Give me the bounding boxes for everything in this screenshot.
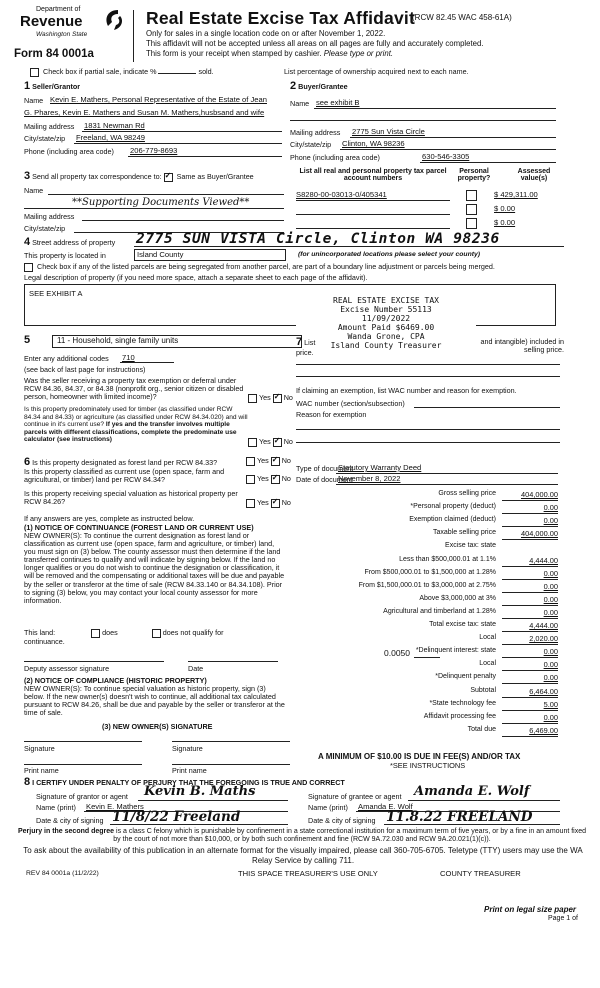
current-use-no-label: No [281, 474, 291, 483]
parcels-table [290, 168, 562, 232]
tax-calc-value[interactable]: 0.00 [543, 568, 558, 578]
stamp-line6: Island County Treasurer [330, 341, 442, 350]
personal-property-heading [296, 336, 315, 348]
see-back-note: (see back of last page for instructions) [24, 365, 146, 374]
buyer-city-underline [340, 149, 556, 150]
section-2-number: 2 [290, 80, 297, 92]
forest-yes-checkbox[interactable] [246, 457, 255, 466]
buyer-name-label: Name [290, 99, 310, 108]
historic-no-checkbox[interactable] [271, 499, 280, 508]
seller-heading: Seller/Grantor [32, 82, 81, 91]
tax-calc-row [296, 700, 558, 711]
tax-calc-label: *Delinquent interest: state [415, 647, 496, 655]
tax-calc-row [296, 569, 558, 580]
land-does-label: does [102, 628, 118, 637]
partial-sale-sold: sold. [198, 67, 214, 76]
tax-calc-value[interactable]: 6,469.00 [529, 725, 558, 735]
seller-city-field[interactable]: Freeland, WA 98249 [76, 133, 145, 142]
stamp-line1: REAL ESTATE EXCISE TAX [333, 296, 439, 305]
buyer-heading: Buyer/Grantee [298, 82, 348, 91]
timber-no-label: No [283, 437, 293, 446]
tax-calc-underline [502, 644, 558, 645]
tax-calc-value[interactable]: 0.00 [543, 503, 558, 513]
reason-underline2 [296, 442, 560, 443]
forest-answer [246, 456, 291, 466]
tax-calc-label: From $500,000.01 to $1,500,000 at 1.28% [364, 568, 496, 576]
alt-format-notice: To ask about the availability of this publication in an alternate format for the visually impaired, please call 360-705-6705. Teletype (TTY) users may use the WA Relay Service by calling 711. [23, 846, 583, 865]
doc-date-underline [336, 484, 558, 485]
seller-mailing-label: Mailing address [24, 122, 75, 131]
parcel-row-underline [296, 228, 450, 229]
tax-calc-label: Total excise tax: state [429, 621, 496, 628]
current-use-question: Is this property classified as current use (open space, farm and agricultural, or timber) land per RCW 84.34? [24, 467, 225, 484]
tax-calc-value[interactable]: 0.00 [543, 712, 558, 722]
seller-phone-underline [128, 156, 282, 157]
tax-calc-underline [502, 513, 558, 514]
segregated-checkbox[interactable] [24, 263, 33, 272]
form-number: Form 84 0001a [14, 48, 94, 60]
street-underline [134, 246, 564, 247]
tax-calc-label: Affidavit processing fee [423, 712, 496, 720]
tax-calc-row [296, 516, 558, 527]
tax-calc-label: Gross selling price [438, 490, 496, 497]
parcel-assessed-field[interactable]: $ 0.00 [494, 218, 516, 227]
forest-land-section [24, 456, 292, 756]
header-note1: Only for sales in a single location code on or after November 1, 2022. [146, 29, 386, 38]
owner-print-underline2 [172, 764, 290, 765]
buyer-section [290, 80, 560, 160]
owner-sig-label1: Signature [24, 744, 55, 753]
wac-label: WAC number (section/subsection) [296, 399, 405, 408]
parcel-assessed-field[interactable]: $ 429,311.00 [494, 190, 538, 199]
exemption-no-label: No [283, 393, 293, 402]
dept-line1: Department of [36, 6, 81, 13]
legal-value: SEE EXHIBIT A [29, 289, 83, 298]
deputy-sig-label: Deputy assessor signature [24, 664, 110, 673]
tax-calc-label: *Personal property (deduct) [410, 503, 496, 511]
owner-sig-underline2 [172, 741, 290, 742]
buyer-name-field[interactable]: see exhibit B [316, 98, 360, 107]
grantee-name-label: Name (print) [308, 803, 348, 812]
street-address-field[interactable]: 2775 SUN VISTA Circle, Clinton WA 98236 [136, 231, 500, 247]
header-divider [133, 10, 135, 62]
if-yes-note: If any answers are yes, complete as instructed below. [24, 514, 195, 523]
owner-sig-underline1 [24, 741, 142, 742]
parcel-row-underline [296, 214, 450, 215]
buyer-phone-field[interactable]: 630-546-3305 [422, 152, 470, 161]
grantee-sig-underline [408, 800, 560, 801]
section-1-number: 1 [24, 80, 31, 92]
use-code-value: 11 - Household, single family units [57, 336, 179, 345]
same-as-buyer-label: Same as Buyer/Grantee [176, 172, 254, 181]
see-instructions: *SEE INSTRUCTIONS [390, 761, 466, 770]
exemption-no-checkbox[interactable] [273, 394, 282, 403]
grantor-name-label: Name (print) [36, 803, 76, 812]
rev-number: REV 84 0001a (11/2/22) [26, 870, 99, 877]
tax-calc-label: *State technology fee [429, 699, 496, 707]
section7-label-pre: List [304, 338, 316, 347]
tax-calc-label: Exemption claimed (deduct) [409, 516, 496, 524]
land-does-checkbox[interactable] [91, 629, 100, 638]
section-8-number: 8 [24, 776, 31, 788]
property-section [24, 231, 564, 326]
tax-calc-label: Less than $500,000.01 at 1.1% [399, 555, 496, 563]
correspondence-heading [24, 170, 254, 182]
tax-calc-row [296, 634, 558, 645]
header-note3-row [146, 49, 393, 58]
street-label: Street address of property [32, 238, 116, 247]
timber-answer [248, 437, 293, 447]
tax-calc-underline [502, 723, 558, 724]
notice2-body: NEW OWNER(S): To continue special valuation as historic property, sign (3) below. If the new owner(s) doesn't wish to continue, all additional tax calculated pursuant to RCW 84.26, shall be due and payable by the seller or transferor at the time of sale. [24, 684, 285, 718]
tax-calc-row [296, 503, 558, 514]
seller-name-line1[interactable]: Kevin E. Mathers, Personal Representative of the Estate of Jean [50, 95, 267, 104]
grantee-sig-label: Signature of grantee or agent [308, 792, 402, 801]
tax-calc-row [296, 673, 558, 684]
calc-rows [296, 490, 558, 760]
tax-calc-row [296, 595, 558, 606]
additional-codes-underline [120, 362, 174, 363]
grantor-sig-underline [138, 800, 288, 801]
minimum-note: A MINIMUM OF $10.00 IS DUE IN FEE(S) AND/OR TAX [318, 752, 521, 761]
section-5-number: 5 [24, 334, 31, 346]
seller-city-label: City/state/zip [24, 134, 66, 143]
deputy-date-label: Date [188, 664, 204, 673]
exemption-yes-checkbox[interactable] [248, 394, 257, 403]
correspondence-label: Send all property tax correspondence to: [32, 172, 162, 181]
local-rate-value: 0.0050 [384, 648, 410, 658]
parcels-col-assessed: Assessed value(s) [517, 168, 551, 182]
tax-calc-label: Taxable selling price [432, 529, 496, 537]
header-note2: This affidavit will not be accepted unless all areas on all pages are fully and accurately completed. [146, 39, 484, 48]
correspondence-mailing-label: Mailing address [24, 212, 75, 221]
tax-calc-underline [502, 736, 558, 737]
grantee-name-field[interactable]: Amanda E. Wolf [358, 802, 413, 811]
current-use-yes-checkbox[interactable] [246, 475, 255, 484]
historic-question: Is this property receiving special valuation as historical property per RCW 84.26? [24, 489, 238, 506]
perjury-bold: Perjury in the second degree [17, 828, 115, 835]
tax-calc-underline [502, 697, 558, 698]
exemption-question: Was the seller receiving a property tax exemption or deferral under RCW 84.36, 84.37, or 84.38 (nonprofit org., senior citizen or disabled person, homeowner with limited income)? [24, 376, 244, 401]
forest-question: Is this property designated as forest land per RCW 84.33? [32, 458, 218, 467]
stamp-line3: 11/09/2022 [361, 314, 411, 323]
owner-print-label2: Print name [172, 766, 207, 775]
parcel-assessed-field[interactable]: $ 0.00 [494, 204, 516, 213]
correspondence-line2 [24, 208, 284, 209]
use-code-select[interactable] [52, 335, 302, 348]
seller-mailing-field[interactable]: 1831 Newman Rd [84, 121, 145, 130]
tax-calc-underline [502, 683, 558, 684]
deputy-date-underline [188, 661, 278, 662]
additional-codes-field[interactable]: 710 [122, 353, 135, 362]
grantee-date-label: Date & city of signing [308, 816, 376, 825]
reason-underline1 [296, 429, 560, 430]
tax-calc-value[interactable]: 0.00 [543, 516, 558, 526]
this-land-label: This land: [24, 628, 56, 637]
tax-calc-underline [502, 710, 558, 711]
tax-calculation [296, 462, 558, 782]
tax-calc-value[interactable]: 0.00 [543, 660, 558, 670]
notice2-title: (2) NOTICE OF COMPLIANCE (HISTORIC PROPERTY) [24, 676, 207, 685]
tax-calc-underline [502, 579, 558, 580]
forest-no-checkbox[interactable] [271, 457, 280, 466]
located-label: This property is located in [24, 251, 106, 260]
parcel-row [290, 218, 562, 230]
parcel-row [290, 204, 562, 216]
dept-line2: Revenue [20, 13, 83, 30]
tax-calc-underline [502, 670, 558, 671]
page-number: Page 1 of [548, 915, 578, 922]
perjury-notice [14, 828, 590, 845]
tax-calc-row [296, 726, 558, 737]
print-legal-note: Print on legal size paper [484, 905, 577, 914]
seller-name-line2[interactable]: G. Phares, Kevin E. Mathers and Susan M. Mathers,husbsand and wife [24, 108, 265, 117]
partial-sale-label: Check box if partial sale, indicate % [43, 67, 157, 76]
tax-calc-underline [502, 566, 558, 567]
timber-question-block [24, 406, 248, 444]
parcel-personal-checkbox[interactable] [466, 190, 477, 201]
timber-question-bold: If yes and the transfer involves multiple parcels with different classifications, complete the predominate use calculator (see instructions) [24, 421, 237, 444]
tax-calc-row [296, 556, 558, 567]
county-treasurer: COUNTY TREASURER [440, 869, 521, 878]
header-note3-italic: Please type or print. [323, 49, 394, 58]
historic-answer [246, 498, 291, 508]
tax-calc-label: *Delinquent penalty [435, 673, 496, 681]
section-6-number: 6 [24, 456, 31, 468]
historic-yes-checkbox[interactable] [246, 499, 255, 508]
certify-text: I CERTIFY UNDER PENALTY OF PERJURY THAT THE FOREGOING IS TRUE AND CORRECT [32, 778, 345, 787]
local-rate-underline [414, 657, 440, 658]
parcel-personal-checkbox[interactable] [466, 204, 477, 215]
tax-calc-underline [502, 618, 558, 619]
tax-calc-row [296, 687, 558, 698]
tax-calc-underline [502, 539, 558, 540]
tax-calc-row [296, 608, 558, 619]
tax-calc-label: Above $3,000,000 at 3% [419, 594, 496, 602]
timber-yes-label: Yes [259, 437, 271, 446]
buyer-city-label: City/state/zip [290, 140, 332, 149]
historic-yes-label: Yes [257, 498, 269, 507]
supporting-docs-stamp: **Supporting Documents Viewed** [72, 197, 250, 208]
grantor-signature[interactable]: Kevin B. Maths [144, 784, 256, 799]
tax-calc-label: Agricultural and timberland at 1.28% [383, 607, 496, 615]
parcel-personal-checkbox[interactable] [466, 218, 477, 229]
tax-calc-label: From $1,500,000.01 to $3,000,000 at 2.75% [358, 581, 496, 589]
form-title: Real Estate Excise Tax Affidavit [146, 8, 416, 28]
tax-calc-label: Local [479, 634, 496, 642]
reason-label: Reason for exemption [296, 410, 367, 419]
form-citation: (RCW 82.45 WAC 458-61A) [412, 13, 512, 22]
tax-calc-value[interactable]: 404,000.00 [521, 490, 558, 499]
timber-yes-checkbox[interactable] [248, 438, 257, 447]
parcels-col-accounts: List all real and personal property tax parcel account numbers [299, 168, 447, 182]
parcel-row-underline [296, 200, 450, 201]
buyer-heading-row [290, 80, 348, 92]
owner-print-label1: Print name [24, 766, 59, 775]
tax-calc-value[interactable]: 5.00 [543, 699, 558, 709]
grantor-date-label: Date & city of signing [36, 816, 104, 825]
doc-type-field[interactable]: Statutory Warranty Deed [338, 463, 422, 472]
section7-price-word: price. [296, 348, 314, 357]
county-select[interactable] [134, 249, 286, 261]
ownership-note: List percentage of ownership acquired next to each name. [284, 67, 469, 76]
county-value: Island County [137, 250, 184, 259]
personal-property-section [296, 336, 562, 448]
seller-city-underline [74, 143, 282, 144]
correspondence-name-label: Name [24, 186, 44, 195]
buyer-mailing-label: Mailing address [290, 128, 341, 137]
buyer-name-underline2 [290, 120, 556, 121]
tax-calc-value[interactable]: 0.00 [543, 581, 558, 591]
tax-calc-row [296, 542, 558, 553]
street-row [24, 236, 115, 248]
forest-yes-label: Yes [257, 456, 269, 465]
continuance-label: continuance. [24, 637, 65, 646]
grantor-sig-label: Signature of grantor or agent [36, 792, 128, 801]
segregated-label: Check box if any of the listed parcels are being segregated from another parcel, are part of a boundary line adjustment or parcels being merged. [37, 262, 495, 271]
tax-calc-value[interactable]: 404,000.00 [521, 529, 558, 539]
stamp-line4: Amount Paid $6469.00 [337, 323, 435, 332]
historic-no-label: No [281, 498, 291, 507]
tax-calc-label: Excise tax: state [445, 542, 496, 550]
same-as-buyer-checkbox[interactable] [164, 173, 173, 182]
notice3-title: (3) NEW OWNER(S) SIGNATURE [102, 722, 213, 731]
tax-calc-value[interactable]: 4,444.00 [529, 555, 558, 565]
legal-label: Legal description of property (if you need more space, attach a separate sheet to each page of the affidavit). [24, 273, 368, 282]
perjury-text: is a class C felony which is punishable by confinement in a state correctional institution for a maximum term of five years, or by a fine in an amount fixed by the court of not more than $10,000, or by both such confinement and fine (RCW 9A.72.030 and RCW 9A.20.021(1)(c)). [113, 828, 587, 844]
tax-calc-row [296, 660, 558, 671]
grantee-date-field[interactable]: 11.8.22 FREELAND [386, 809, 533, 825]
tax-calc-value[interactable]: 0.00 [543, 647, 558, 657]
buyer-city-field[interactable]: Clinton, WA 98236 [342, 139, 405, 148]
doc-type-label: Type of document [296, 464, 354, 473]
wac-underline [414, 407, 560, 408]
tax-calc-underline [502, 592, 558, 593]
tax-calc-underline [502, 605, 558, 606]
stamp-line2: Excise Number 55113 [340, 305, 432, 314]
doc-date-label: Date of document [296, 475, 353, 484]
grantor-name-field[interactable]: Kevin E. Mathers [86, 802, 144, 811]
tax-calc-row [296, 529, 558, 540]
section7-line2 [296, 376, 560, 377]
tax-calc-label: Local [479, 660, 496, 668]
certification-section [24, 776, 564, 826]
exemption-claim-label: If claiming an exemption, list WAC number and reason for exemption. [296, 386, 517, 395]
tax-calc-value[interactable]: 0.00 [543, 607, 558, 617]
section-4-number: 4 [24, 236, 31, 248]
notice1-body: NEW OWNER(S): To continue the current designation as forest land or classification as current use (open space, farm and agriculture, or timber) land, you must sign on (3) below. The county assessor must then determine if the land transferred continues to qualify and will indicate by signing below. If the land no longer qualifies or you do not wish to continue the designation or classification, it will be removed and the compensating or additional taxes will be due and payable by the seller or transferor at the time of sale (RCW 84.33.140 or 84.34.108). Prior to signing (3) below, you may contact your local county assessor for more information. [24, 531, 285, 605]
legal-description-field[interactable] [24, 284, 556, 326]
grantee-signature[interactable]: Amanda E. Wolf [414, 784, 530, 799]
seller-section [24, 80, 286, 160]
buyer-mailing-field[interactable]: 2775 Sun Vista Circle [352, 127, 425, 136]
tax-calc-value[interactable]: 4,444.00 [529, 621, 558, 630]
correspondence-city-label: City/state/zip [24, 224, 66, 233]
tax-calc-label: Total due [467, 725, 496, 733]
tax-calc-underline [502, 631, 558, 632]
land-does-not-checkbox[interactable] [152, 629, 161, 638]
buyer-mailing-underline [350, 137, 556, 138]
tax-calc-value[interactable]: 6,464.00 [529, 686, 558, 696]
tax-calc-row [296, 490, 558, 501]
tax-calc-underline [502, 526, 558, 527]
owner-print-underline1 [24, 764, 142, 765]
seller-mailing-underline [82, 131, 282, 132]
buyer-phone-underline [420, 162, 556, 163]
tax-calc-value[interactable]: 2,020.00 [529, 634, 558, 644]
partial-sale-row [30, 67, 214, 77]
land-does-not-label: does not qualify for [162, 628, 224, 637]
segregated-row [24, 262, 495, 272]
agency-logo [14, 6, 134, 44]
partial-sale-percent-field[interactable] [158, 73, 196, 74]
header-note3: This form is your receipt when stamped by cashier. [146, 49, 322, 58]
seller-name-label: Name [24, 96, 44, 105]
correspondence-section [24, 170, 286, 232]
grantor-date-underline [110, 824, 288, 825]
exemption-answer [248, 393, 293, 403]
timber-no-checkbox[interactable] [273, 438, 282, 447]
seller-phone-field[interactable]: 206-779-8693 [130, 146, 178, 155]
dept-line3: Washington State [36, 31, 88, 38]
exemption-yes-label: Yes [259, 393, 271, 402]
parcels-col-personal: Personal property? [457, 168, 491, 182]
treasurer-space: THIS SPACE TREASURER'S USE ONLY [238, 869, 378, 878]
unincorporated-note: (for unincorporated locations please select your county) [298, 251, 481, 258]
correspondence-mailing-underline [82, 220, 284, 221]
current-use-answer [246, 474, 291, 484]
seller-heading-row [24, 80, 80, 92]
notice1-title: (1) NOTICE OF CONTINUANCE (FOREST LAND OR CURRENT USE) [24, 523, 254, 532]
stamp-line5: Wanda Grone, CPA [347, 332, 425, 341]
current-use-no-checkbox[interactable] [271, 475, 280, 484]
grantor-date-field[interactable]: 11/8/22 Freeland [112, 809, 241, 825]
timber-question: Is this property predominately used for timber (as classified under RCW 84.34 and 84.33) or agriculture (as classified under RCW 84.34.020) and will continue in it's current use? [24, 406, 248, 429]
parcel-row [290, 190, 562, 202]
section7-line1 [296, 364, 560, 365]
current-use-yes-label: Yes [257, 474, 269, 483]
tax-calc-row [296, 582, 558, 593]
section-7-number: 7 [296, 336, 303, 348]
section7-label-post: and intangible) included in selling price. [480, 337, 564, 354]
tax-calc-row [296, 713, 558, 724]
parcel-account-field[interactable]: S8280-00-03013-0/405341 [296, 190, 387, 199]
owner-sig-label2: Signature [172, 744, 203, 753]
seller-phone-label: Phone (including area code) [24, 147, 114, 156]
tax-calc-row [296, 621, 558, 632]
tax-calc-label: Subtotal [470, 686, 496, 694]
forest-no-label: No [281, 456, 291, 465]
tax-calc-value[interactable]: 0.00 [543, 673, 558, 683]
partial-sale-checkbox[interactable] [30, 68, 39, 77]
tax-calc-underline [502, 657, 558, 658]
doc-date-field[interactable]: November 8, 2022 [338, 474, 401, 483]
correspondence-name-underline [48, 194, 284, 195]
use-code-section [24, 334, 292, 454]
tax-calc-value[interactable]: 0.00 [543, 594, 558, 604]
section-3-number: 3 [24, 170, 31, 182]
buyer-name-underline [314, 108, 556, 109]
grantee-date-underline [384, 824, 560, 825]
revenue-logo-icon [100, 8, 126, 32]
additional-codes-label: Enter any additional codes [24, 354, 109, 363]
deputy-sig-underline [24, 661, 164, 662]
tax-calc-underline [502, 500, 558, 501]
buyer-phone-label: Phone (including area code) [290, 153, 380, 162]
